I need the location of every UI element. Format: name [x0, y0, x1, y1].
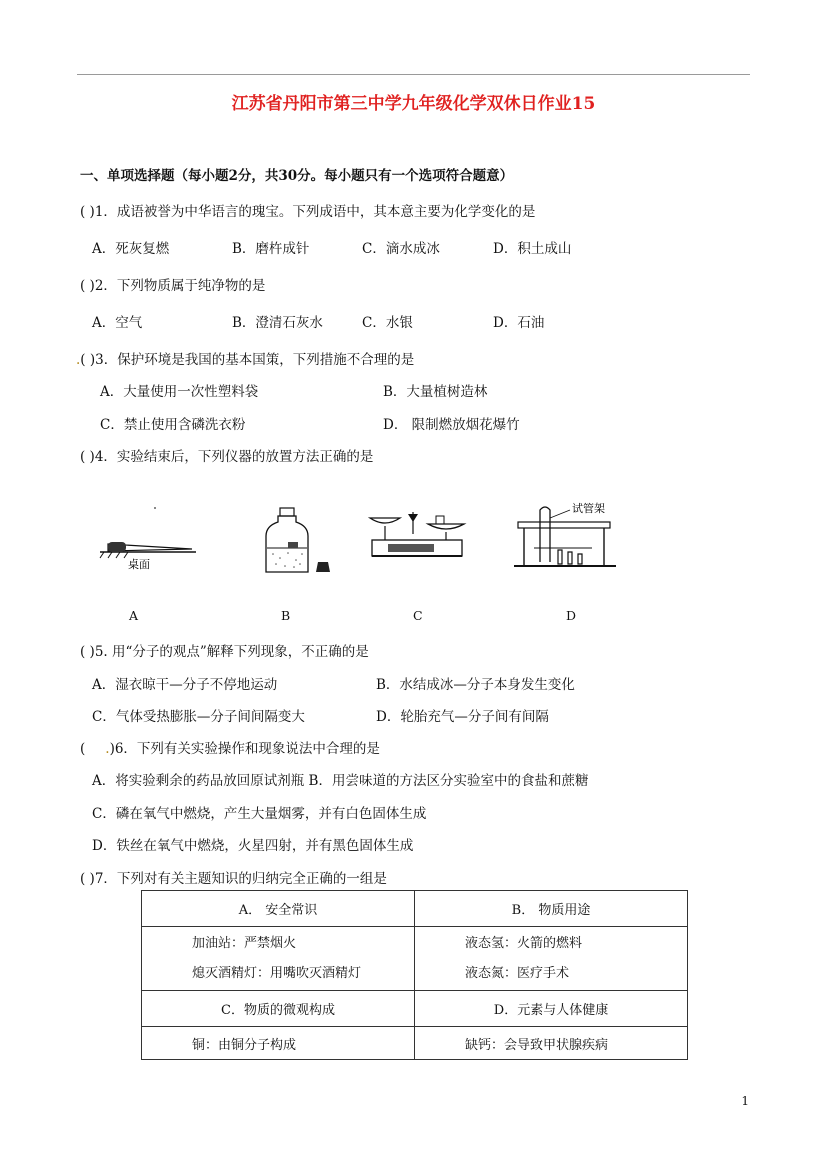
q6-open-paren: ( [80, 741, 86, 757]
figure-d-label-rack: 试管架 [572, 502, 605, 515]
q3-option-b: B．大量植树造林 [383, 384, 488, 400]
q6-option-c: C．磷在氧气中燃烧，产生大量烟雾，并有白色固体生成 [92, 806, 427, 822]
q6-option-ab: A．将实验剩余的药品放回原试剂瓶 B．用尝味道的方法区分实验室中的食盐和蔗糖 [92, 773, 589, 789]
figure-b-reagent-bottle [258, 506, 338, 578]
q3-option-c: C．禁止使用含磷洗衣粉 [100, 417, 246, 433]
section-header: 一、单项选择题（每小题2分，共30分。每小题只有一个选项符合题意） [80, 168, 514, 184]
q3-option-d: D． 限制燃放烟花爆竹 [383, 417, 520, 433]
question-6-stem-row [80, 737, 380, 757]
question-7-stem: ( )7．下列对有关主题知识的归纳完全正确的一组是 [80, 871, 387, 887]
q3-option-a: A．大量使用一次性塑料袋 [100, 384, 259, 400]
table-head-a: A． 安全常识 [142, 891, 415, 927]
q2-option-b: B．澄清石灰水 [232, 315, 323, 331]
question-4-stem: ( )4．实验结束后，下列仪器的放置方法正确的是 [80, 449, 374, 465]
q1-option-a: A．死灰复燃 [92, 241, 170, 257]
q5-option-c: C．气体受热膨胀—分子间间隔变大 [92, 709, 305, 725]
table-cell-d: 缺钙：会导致甲状腺疾病 [415, 1027, 688, 1060]
q6-stray-dot: . [105, 741, 110, 757]
header-rule [77, 74, 750, 75]
q1-option-b: B．磨杵成针 [232, 241, 310, 257]
figure-c-balance [366, 510, 468, 580]
q5-option-d: D．轮胎充气—分子间有间隔 [376, 709, 549, 725]
table-a-line-1: 加油站：严禁烟火 [192, 935, 297, 951]
question-3-stem: ( )3．保护环境是我国的基本国策，下列措施不合理的是 [80, 352, 415, 368]
question-2-stem: ( )2．下列物质属于纯净物的是 [80, 278, 266, 294]
q6-option-d: D．铁丝在氧气中燃烧，火星四射，并有黑色固体生成 [92, 838, 414, 854]
question-6-stem: )6．下列有关实验操作和现象说法中合理的是 [109, 741, 380, 757]
q5-option-b: B．水结成冰—分子本身发生变化 [376, 677, 575, 693]
q1-option-d: D．积土成山 [493, 241, 572, 257]
table-cell-a [142, 927, 415, 991]
figure-label-b: B [281, 608, 291, 623]
q1-option-c: C．滴水成冰 [362, 241, 440, 257]
page-title: 江苏省丹阳市第三中学九年级化学双休日作业15 [231, 94, 596, 114]
q2-option-d: D．石油 [493, 315, 545, 331]
figure-d-test-tube-rack [512, 498, 632, 578]
q5-option-a: A．湿衣晾干—分子不停地运动 [92, 677, 278, 693]
question-5-stem: ( )5. 用“分子的观点”解释下列现象，不正确的是 [80, 644, 369, 660]
table-a-line-2: 熄灭酒精灯：用嘴吹灭酒精灯 [192, 965, 362, 981]
figure-label-a: A [129, 608, 139, 623]
q2-option-c: C．水银 [362, 315, 413, 331]
figure-a-test-tube-on-table [98, 504, 198, 570]
table-head-b: B． 物质用途 [415, 891, 688, 927]
table-cell-c: 铜：由铜分子构成 [142, 1027, 415, 1060]
question-1-stem: ( )1．成语被誉为中华语言的瑰宝。下列成语中，其本意主要为化学变化的是 [80, 204, 536, 220]
table-head-d: D．元素与人体健康 [415, 991, 688, 1027]
table-b-line-2: 液态氮：医疗手术 [465, 965, 570, 981]
page-number: 1 [741, 1094, 749, 1108]
knowledge-table [141, 890, 688, 1060]
q2-option-a: A．空气 [92, 315, 143, 331]
table-head-c: C．物质的微观构成 [142, 991, 415, 1027]
figure-label-c: C [413, 608, 423, 623]
q3-stray-dot: . [76, 352, 81, 368]
question-3-stem-row [76, 348, 414, 368]
table-cell-b [415, 927, 688, 991]
table-b-line-1: 液态氢：火箭的燃料 [465, 935, 583, 951]
figure-label-d: D [566, 608, 577, 623]
figure-a-label-table: 桌面 [128, 558, 150, 570]
